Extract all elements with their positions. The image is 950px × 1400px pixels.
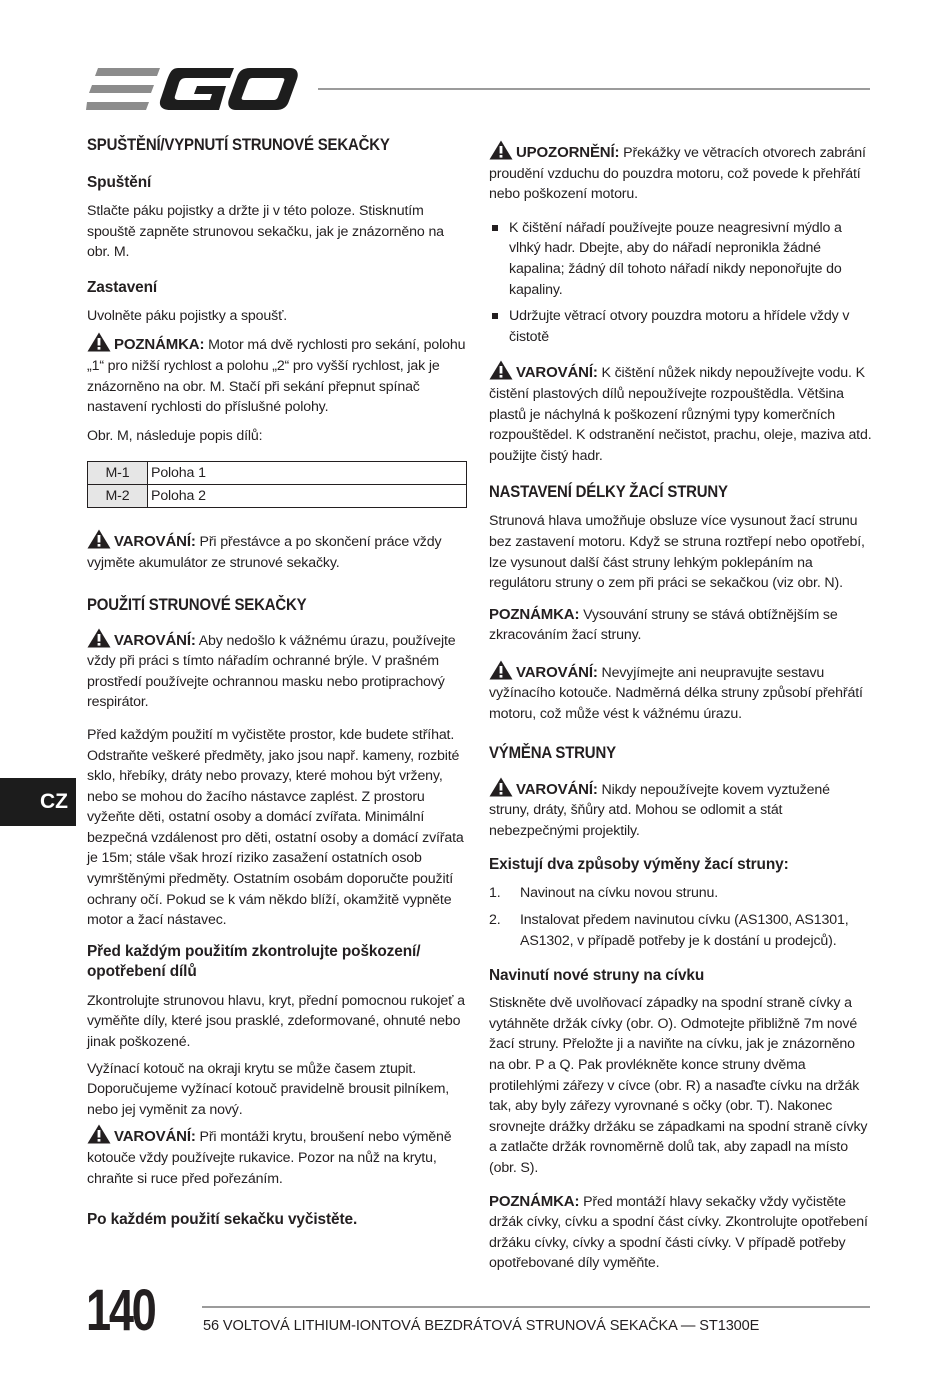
warning-triangle-icon <box>87 1124 111 1144</box>
page-number: 140 <box>86 1278 155 1343</box>
paragraph-stop: Uvolněte páku pojistky a spoušť. <box>87 307 288 324</box>
left-column <box>87 133 467 1230</box>
footer-rule <box>202 1306 870 1308</box>
language-tab: CZ <box>0 778 76 826</box>
heading-start: Spuštění <box>87 174 152 191</box>
parts-table <box>87 461 467 508</box>
bullet-square-icon <box>492 225 498 231</box>
cleaning-list <box>489 218 874 348</box>
heading-clean-after-use: Po každém použití sekačku vyčistěte. <box>87 1211 358 1229</box>
bullet-square-icon <box>492 313 498 319</box>
list-item-text: K čištění nářadí používejte pouze neagresivní mýdlo a vlhký hadr. Dbejte, aby do nářadí nepronikla žádné kapalina; žádný díl tohoto nářadí nikdy neponořujte do kapaliny. <box>509 219 842 298</box>
table-row <box>88 485 467 508</box>
paragraph-wind-line: Stiskněte dvě uvolňovací západky na spodní straně cívky a vytáhněte držák cívky (obr. O). Odmotejte přibližně 7m nové žací struny. Přeložte ji a naviňte na cívku, jak je znázorněno na obr. P a Q. Pak provlékněte konce struny dvěma protilehlými zářezy v cívce (obr. R) a nasaďte cívku na držák tak, aby byly zářezy vyrovnané s očky (obr. T). Nakonec srovnejte drážky držáku se západkami na spodní straně cívky a zatlačte držák rovnoměrně dolů tak, aby zapadl na místo (obr. S). <box>489 995 868 1176</box>
table-row <box>88 462 467 485</box>
figure-caption: Obr. M, následuje popis dílů: <box>87 427 263 444</box>
list-item-text: Udržujte větrací otvory pouzdra motoru a hřídele vždy v čistotě <box>509 308 850 345</box>
warning-triangle-icon <box>489 360 513 380</box>
footer-title: 56 VOLTOVÁ LITHIUM-IONTOVÁ BEZDRÁTOVÁ STRUNOVÁ SEKAČKA — ST1300E <box>203 1317 760 1334</box>
warning-no-water <box>489 360 874 466</box>
step-text: Navinout na cívku novou strunu. <box>520 885 719 902</box>
right-column <box>489 133 874 1274</box>
heading-stop: Zastavení <box>87 278 158 296</box>
part-value: Poloha 1 <box>148 462 467 485</box>
caution-text: Překážky ve větracích otvorech zabrání proudění vzduchu do pouzdra motoru, což povede k přehřátí nebo poškození motoru. <box>489 145 866 203</box>
replacement-steps <box>489 883 874 951</box>
note-text: Před montáží hlavy sekačky vždy vyčistěte držák cívky, cívku a spodní část cívky. Zkontrolujte opotřebení držáku cívky, cívky a spodní části cívky. V případě potřeby opotřebované díly vyměňte. <box>489 1193 868 1272</box>
step-text: Instalovat předem navinutou cívku (AS1300, AS1301, AS1302, v případě potřeby je k dostání u prodejců). <box>520 912 849 949</box>
warning-triangle-icon <box>87 628 111 648</box>
warning-text: Při montáži krytu, broušení nebo výměně kotouče vždy používejte rukavice. Pozor na nůž na krytu, chraňte si ruce před pořezáním. <box>87 1129 452 1187</box>
note-line-feed <box>489 605 874 646</box>
paragraph-check-1: Zkontrolujte strunovou hlavu, kryt, přední pomocnou rukojeť a vyměňte díly, které jsou prasklé, zdeformované, ohnuté nebo jinak poškozené. <box>87 992 465 1051</box>
part-key: M-2 <box>88 485 148 508</box>
warning-label: VAROVÁNÍ: <box>114 533 196 551</box>
warning-text: K čištění nůžek nikdy nepoužívejte vodu. K čistění plastových dílů nepoužívejte rozpouštědla. Většina plastů je náchylná k poškození různými typy komerčních rozpouštědel. K odstranění nečistot, prachu, oleje, maziva atd. použijte čistý hadr. <box>489 365 872 464</box>
warning-triangle-icon <box>489 777 513 797</box>
heading-use: POUŽITÍ STRUNOVÉ SEKAČKY <box>87 595 307 614</box>
header-rule <box>318 88 870 90</box>
warning-triangle-icon <box>87 332 111 352</box>
heading-start-stop: SPUŠTĚNÍ/VYPNUTÍ STRUNOVÉ SEKAČKY <box>87 136 390 154</box>
note-text: Motor má dvě rychlosti pro sekání, polohu „1“ pro nižší rychlost a polohu „2“ pro vyšší rychlost, jak je znázorněno na obr. M. Stačí při sekání přepnut spínač nastavení rychlosti do příslušné polohy. <box>87 337 466 416</box>
heading-line-length: NASTAVENÍ DÉLKY ŽACÍ STRUNY <box>489 483 728 502</box>
warning-label: VAROVÁNÍ: <box>114 631 196 649</box>
heading-line-replacement: VÝMĚNA STRUNY <box>489 743 616 762</box>
ego-logo <box>86 66 298 112</box>
warning-triangle-icon <box>87 529 111 549</box>
list-item <box>489 910 874 951</box>
heading-wind-line: Navinutí nové struny na cívku <box>489 967 705 985</box>
paragraph-line-length: Strunová hlava umožňuje obsluze více vysunout žací strunu bez zastavení motoru. Když se struna roztřepí nebo opotřebí, lze vysunout další část struny lehkým poklepáním na regulátoru struny o zem při práci se sekačkou (viz obr. N). <box>489 513 865 592</box>
paragraph-check-2: Vyžínací kotouč na okraji krytu se může časem ztupit. Doporučujeme vyžínací kotouč pravidelně brousit pilníkem, nebo jej vyměnit za nový. <box>87 1060 450 1118</box>
warning-label: VAROVÁNÍ: <box>516 364 598 382</box>
paragraph-start: Stlačte páku pojistky a držte ji v této poloze. Stisknutím spouště zapněte strunovou sekačku, jak je znázorněno na obr. M. <box>87 203 444 261</box>
note-label: POZNÁMKA: <box>489 605 580 623</box>
warning-metal-line <box>489 777 874 842</box>
warning-label: VAROVÁNÍ: <box>114 1128 196 1146</box>
note-label: POZNÁMKA: <box>114 336 205 354</box>
note-clean-spool <box>489 1192 874 1274</box>
note-speeds <box>87 332 467 417</box>
warning-triangle-icon <box>489 660 513 680</box>
warning-cutting-blade <box>489 660 874 725</box>
caution-label: UPOZORNĚNÍ: <box>516 144 620 161</box>
warning-text: Aby nedošlo k vážnému úrazu, používejte vždy při práci s tímto nářadím ochranné brýle. V prašném prostředí používejte ochrannou masku nebo protiprachový respirátor. <box>87 632 456 711</box>
heading-check-damage: Před každým použitím zkontrolujte poškození/ opotřebení dílů <box>87 942 421 980</box>
warning-eye-protection <box>87 628 467 713</box>
note-text: Vysouvání struny se stává obtížnějším se zkracováním žací struny. <box>489 606 838 644</box>
list-item <box>489 306 874 347</box>
part-value: Poloha 2 <box>148 485 467 508</box>
part-key: M-1 <box>88 462 148 485</box>
warning-battery <box>87 529 467 573</box>
step-number: 1. <box>489 885 501 902</box>
list-item <box>489 218 874 300</box>
warning-text: Při přestávce a po skončení práce vždy vyjměte akumulátor ze strunové sekačky. <box>87 534 442 571</box>
list-item <box>489 883 874 904</box>
paragraph-before-use: Před každým použití m vyčistěte prostor, kde budete stříhat. Odstraňte veškeré předměty, jako jsou např. kameny, rozbité sklo, hřebíky, dráty nebo provazy, které mohou být vrženy, nebo se mohou do žacího nástavce zaplést. Z prostoru vyžeňte děti, ostatní osoby a domácí zvířata. Minimální bezpečná vzdálenost pro děti, ostatní osoby a domácí zvířata je 15m; stále však hrozí riziko zasažení ostatních osob vymrštěnými předměty. Ostatním osobám doporučte použití ochrany očí. Pokud se k vám někdo blíží, okamžitě vypněte motor a žací nástavec. <box>87 726 464 929</box>
step-number: 2. <box>489 912 501 929</box>
warning-triangle-icon <box>489 140 513 160</box>
note-label: POZNÁMKA: <box>489 1192 580 1210</box>
warning-label: VAROVÁNÍ: <box>516 780 598 798</box>
warning-text: Nevyjímejte ani neupravujte sestavu vyžínacího kotouče. Nadměrná délka struny způsobí přehřátí motoru, což může vést k vážnému úrazu. <box>489 664 863 723</box>
caution-ventilation <box>489 140 874 205</box>
heading-two-ways: Existují dva způsoby výměny žací struny: <box>489 856 789 874</box>
warning-text: Nikdy nepoužívejte kovem vyztužené struny, dráty, šňůry atd. Mohou se odlomit a stát nebezpečnými projektily. <box>489 781 830 839</box>
warning-gloves <box>87 1124 467 1189</box>
warning-label: VAROVÁNÍ: <box>516 663 598 681</box>
